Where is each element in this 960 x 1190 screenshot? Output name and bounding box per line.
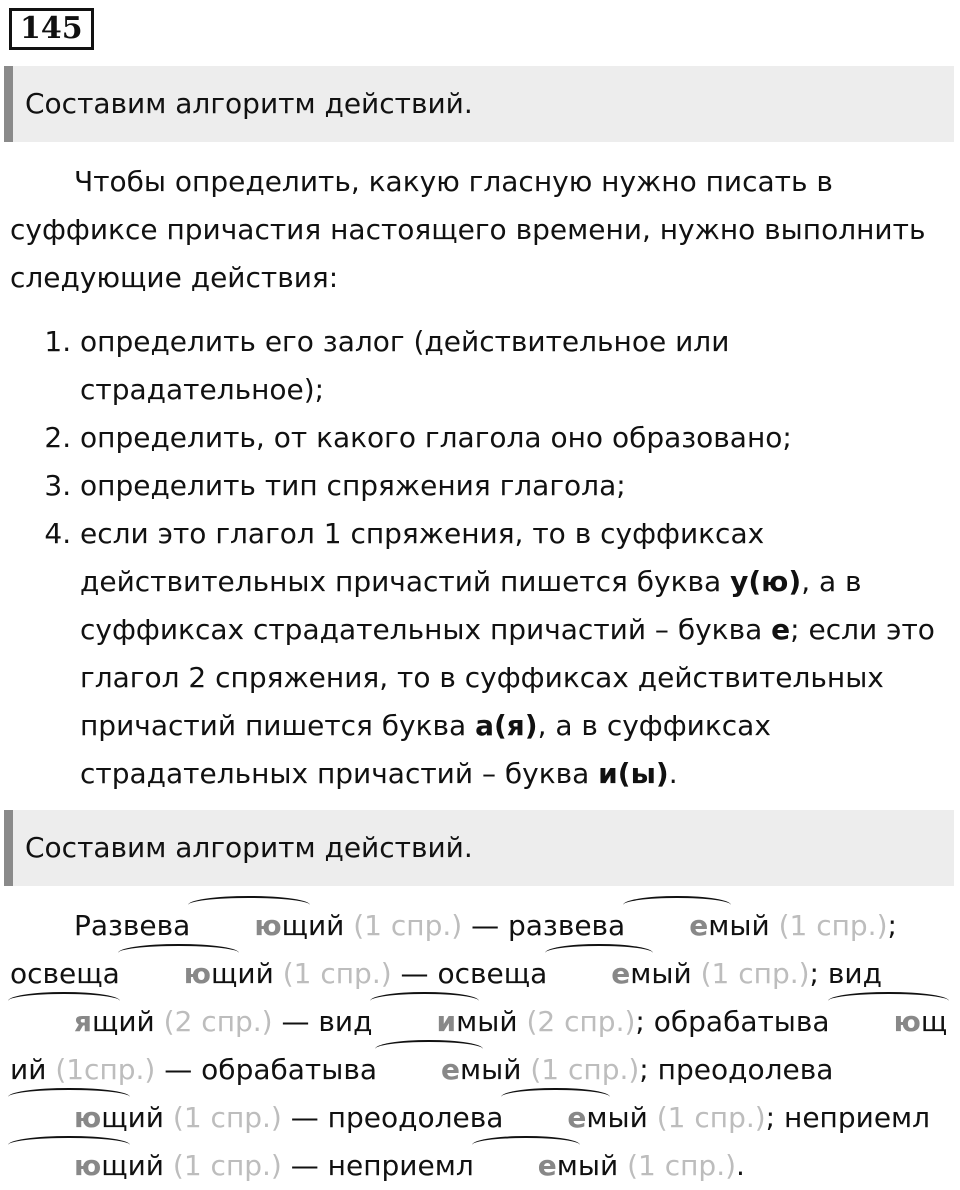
suffix-arc bbox=[503, 1094, 607, 1142]
conjugation-note: (1спр.) bbox=[55, 1053, 156, 1086]
participle-word bbox=[10, 957, 274, 990]
separator: — bbox=[462, 909, 508, 942]
letter-a-ya: а(я) bbox=[475, 709, 538, 742]
conjugation-note: (1 спр.) bbox=[700, 957, 810, 990]
conjugation-note: (1 спр.) bbox=[172, 1149, 282, 1182]
suffix-rest: м bbox=[460, 1053, 482, 1086]
participle-word bbox=[437, 957, 691, 990]
participle-word bbox=[328, 1149, 619, 1182]
word-ending: ый bbox=[651, 957, 692, 990]
word-stem: неприемл bbox=[784, 1101, 931, 1134]
suffix-rest: щ bbox=[281, 909, 308, 942]
word-ending: ый bbox=[729, 909, 770, 942]
separator: ; bbox=[639, 1053, 658, 1086]
suffix-arc bbox=[830, 998, 948, 1046]
section-header-1: Составим алгоритм действий. bbox=[4, 66, 954, 142]
suffix-vowel: и bbox=[436, 1005, 457, 1038]
letter-e: е bbox=[771, 613, 791, 646]
conjugation-note: (2 спр.) bbox=[526, 1005, 636, 1038]
conjugation-note: (1 спр.) bbox=[656, 1101, 766, 1134]
conjugation-note: (2 спр.) bbox=[163, 1005, 273, 1038]
word-ending: ый bbox=[481, 1053, 522, 1086]
section-header-2: Составим алгоритм действий. bbox=[4, 810, 954, 886]
suffix-rest: м bbox=[630, 957, 652, 990]
separator: — bbox=[281, 1149, 328, 1182]
participle-word bbox=[508, 909, 770, 942]
suffix-rest: щ bbox=[101, 1149, 128, 1182]
suffix-vowel: е bbox=[567, 1101, 587, 1134]
word-stem: вид bbox=[318, 1005, 373, 1038]
suffix-vowel: ю bbox=[74, 1101, 102, 1134]
word-stem: Развева bbox=[74, 909, 191, 942]
separator: ; bbox=[765, 1101, 785, 1134]
suffix-rest: щ bbox=[91, 1005, 119, 1038]
word-stem: обрабатыва bbox=[201, 1053, 378, 1086]
word-ending: ый bbox=[477, 1005, 518, 1038]
participle-word bbox=[328, 1101, 648, 1134]
step-4: 4. если это глагол 1 спряжения, то в суффиксах действительных причастий пишется буква у(ю), а в суффиксах страдательных причастий – буква е; если это глагол 2 спряжения, то в суффиксах действительных причастий пишется буква а(я), а в суффиксах страдательных причастий – буква и(ы). bbox=[80, 510, 950, 798]
separator: — bbox=[281, 1101, 328, 1134]
separator: ; bbox=[887, 909, 897, 942]
word-stem: вид bbox=[827, 957, 882, 990]
suffix-vowel: е bbox=[537, 1149, 557, 1182]
suffix-rest: щ bbox=[920, 1005, 948, 1038]
conjugation-note: (1 спр.) bbox=[172, 1101, 282, 1134]
suffix-vowel: ю bbox=[183, 957, 212, 990]
separator: . bbox=[736, 1149, 745, 1182]
word-ending: ый bbox=[577, 1149, 619, 1182]
suffix-vowel: е bbox=[611, 957, 631, 990]
suffix-vowel: е bbox=[441, 1053, 461, 1086]
suffix-arc bbox=[190, 902, 308, 950]
suffix-arc bbox=[10, 1142, 128, 1190]
suffix-rest: щ bbox=[211, 957, 238, 990]
intro-paragraph: Чтобы определить, какую гласную нужно писать в суффиксе причастия настоящего времени, нужно выполнить следующие действия: bbox=[10, 165, 926, 294]
step-1: 1. определить его залог (действительное или страдательное); bbox=[80, 318, 950, 414]
task-number: 145 bbox=[9, 8, 94, 50]
suffix-rest: м bbox=[586, 1101, 608, 1134]
suffix-arc bbox=[10, 998, 118, 1046]
suffix-vowel: ю bbox=[893, 1005, 921, 1038]
participle-word bbox=[74, 909, 344, 942]
separator: — bbox=[272, 1005, 319, 1038]
separator: — bbox=[391, 957, 438, 990]
word-stem: преодолева bbox=[657, 1053, 834, 1086]
suffix-arc bbox=[625, 902, 729, 950]
word-stem: обрабатыва bbox=[653, 1005, 830, 1038]
word-stem: преодолева bbox=[327, 1101, 504, 1134]
conjugation-note: (1 спр.) bbox=[353, 909, 463, 942]
separator: ; bbox=[635, 1005, 654, 1038]
suffix-rest: м bbox=[556, 1149, 578, 1182]
separator: ; bbox=[809, 957, 828, 990]
suffix-rest: м bbox=[708, 909, 730, 942]
participle-word bbox=[318, 1005, 517, 1038]
suffix-vowel: я bbox=[74, 1005, 92, 1038]
suffix-arc bbox=[372, 998, 477, 1046]
word-ending: ий bbox=[10, 1053, 47, 1086]
suffix-vowel: ю bbox=[254, 909, 282, 942]
word-stem: развева bbox=[508, 909, 626, 942]
algorithm-steps bbox=[0, 318, 950, 798]
word-ending: ий bbox=[307, 909, 345, 942]
separator: — bbox=[155, 1053, 202, 1086]
suffix-arc bbox=[120, 950, 238, 998]
suffix-arc bbox=[10, 1094, 128, 1142]
conjugation-note: (1 спр.) bbox=[282, 957, 392, 990]
word-ending: ий bbox=[237, 957, 274, 990]
word-stem: неприемл bbox=[327, 1149, 474, 1182]
suffix-rest: щ bbox=[101, 1101, 128, 1134]
word-ending: ый bbox=[607, 1101, 648, 1134]
step-3: 3. определить тип спряжения глагола; bbox=[80, 462, 950, 510]
suffix-rest: м bbox=[456, 1005, 478, 1038]
letter-i-y: и(ы) bbox=[598, 757, 669, 790]
word-ending: ий bbox=[127, 1149, 165, 1182]
word-analysis bbox=[10, 902, 950, 1190]
letter-u-yu: у(ю) bbox=[730, 565, 802, 598]
participle-word bbox=[201, 1053, 521, 1086]
suffix-arc bbox=[547, 950, 651, 998]
suffix-vowel: е bbox=[689, 909, 709, 942]
word-stem: освеща bbox=[437, 957, 548, 990]
suffix-vowel: ю bbox=[74, 1149, 102, 1182]
word-stem: освеща bbox=[10, 957, 120, 990]
word-ending: ий bbox=[118, 1005, 155, 1038]
conjugation-note: (1 спр.) bbox=[778, 909, 888, 942]
conjugation-note: (1 спр.) bbox=[627, 1149, 737, 1182]
word-ending: ий bbox=[127, 1101, 165, 1134]
suffix-arc bbox=[474, 1142, 578, 1190]
step-2: 2. определить, от какого глагола оно образовано; bbox=[80, 414, 950, 462]
conjugation-note: (1 спр.) bbox=[530, 1053, 640, 1086]
suffix-arc bbox=[377, 1046, 481, 1094]
